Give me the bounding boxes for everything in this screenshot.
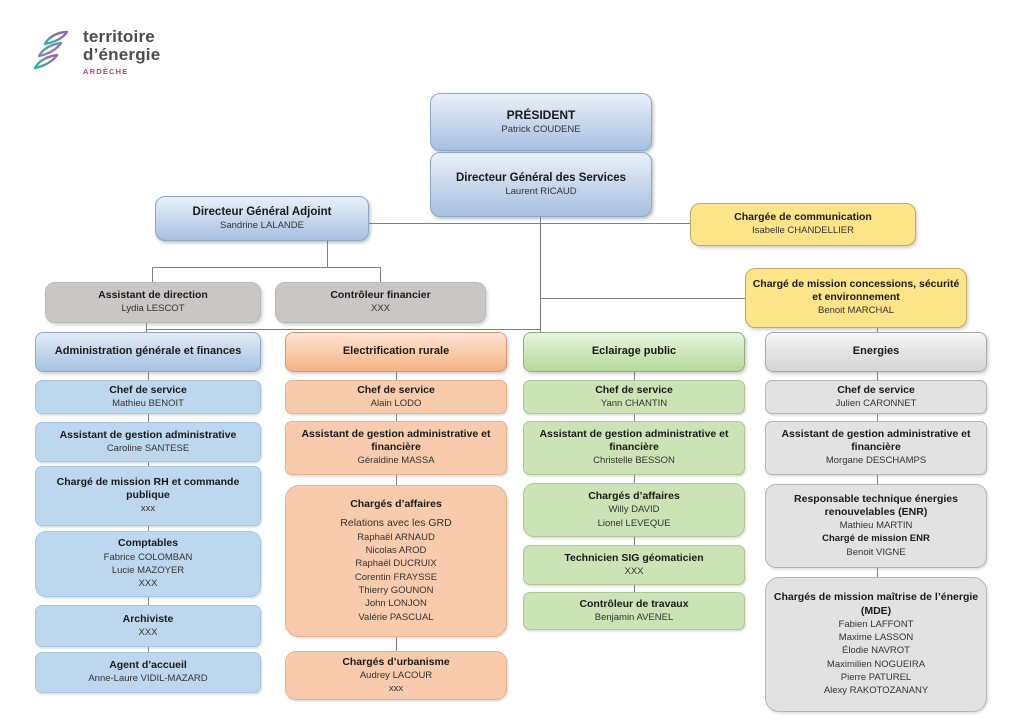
box-name: Maximilien NOGUEIRA [826,658,926,670]
connector-line [540,298,745,299]
box-title: Chargé de mission concessions, sécurité et environnement [752,278,960,304]
box-title: PRÉSIDENT [506,107,576,122]
connector-line [146,329,540,330]
box-title: Chargée de communication [734,211,872,224]
column-header-label: Energies [852,345,900,358]
box-name: Fabrice COLOMBAN [103,551,193,563]
box-name: Laurent RICAUD [505,186,577,198]
org-box-responsable-enr [765,484,987,568]
connector-line [634,585,635,592]
box-title: Chargés de mission maîtrise de l’énergie (MDE) [773,591,979,617]
box-name: Lydia LESCOT [121,303,185,315]
box-name: Morgane DESCHAMPS [825,455,927,467]
box-title: Assistant de gestion administrative et financière [301,428,491,454]
box-title: Chef de service [109,383,187,396]
org-box-assistant-gestion-electrification [285,421,507,475]
column-header-label: Electrification rurale [342,345,450,358]
column-header-eclairage [523,332,745,372]
connector-line [877,414,878,421]
connector-line [634,475,635,483]
box-name: Isabelle CHANDELLIER [752,225,854,237]
box-title: Directeur Général des Services [455,171,627,184]
box-name: Mathieu MARTIN [839,520,913,532]
connector-line [540,217,541,332]
brand-logo [33,28,160,76]
box-name: Yann CHANTIN [600,397,668,409]
box-title: Responsable technique énergies renouvelables (ENR) [794,492,958,519]
connector-line [327,240,328,268]
box-name: Élodie NAVROT [842,645,910,657]
box-name: XXX [138,578,158,590]
org-box-chef-service-energies [765,380,987,414]
brand-line2: d’énergie [83,44,161,64]
org-box-controleur-travaux [523,592,745,630]
org-box-chef-service-eclairage [523,380,745,414]
box-title: Contrôleur de travaux [579,597,689,610]
connector-line [877,475,878,484]
box-title: Contrôleur financier [330,289,431,302]
box-title: Comptables [117,537,179,550]
box-title: Assistant de gestion administrative et financière [539,428,729,454]
box-name: Lionel LEVEQUE [597,517,671,529]
box-title: Assistant de gestion administrative [59,428,237,441]
connector-line [634,414,635,421]
org-box-chef-service-electrification [285,380,507,414]
box-title: Chef de service [837,383,915,396]
box-name: Raphaël ARNAUD [357,531,435,543]
box-name: Nicolas AROD [365,545,427,557]
brand-line1: territoire [83,27,155,46]
box-name: Thierry GOUNON [358,585,434,597]
connector-line [396,414,397,421]
org-box-president [430,93,652,151]
column-header-label: Eclairage public [591,345,677,358]
box-name: Audrey LACOUR [359,669,433,681]
box-title: Technicien SIG géomaticien [564,551,704,564]
box-name: xxx [140,503,156,515]
org-box-assistant-gestion-admin [35,422,261,462]
box-title: Archiviste [122,612,174,625]
box-name: Alain LODO [370,397,422,409]
box-subrole: Chargé de mission ENR [822,533,930,545]
connector-line [148,414,149,422]
box-name: Mathieu BENOIT [112,397,184,409]
brand-region: ARDÈCHE [83,66,129,76]
box-title: Assistant de gestion administrative et financière [781,428,971,454]
connector-line [634,372,635,380]
org-box-charges-mission-mde [765,577,987,712]
box-name: Julien CARONNET [835,397,917,409]
box-title: Chargés d’urbanisme [342,655,450,668]
box-name: Anne-Laure VIDIL-MAZARD [88,673,208,685]
box-name: xxx [388,683,404,695]
org-box-chef-service-admin [35,380,261,414]
column-header-electrification [285,332,507,372]
box-title: Agent d’accueil [109,659,187,672]
box-name: Fabien LAFFONT [838,618,914,630]
box-title: Chef de service [595,383,673,396]
org-box-archiviste [35,605,261,647]
connector-line [152,267,153,282]
org-box-chargee-communication [690,203,916,246]
org-box-directeur-general-services [430,152,652,217]
org-box-assistant-gestion-energies [765,421,987,475]
box-title: Chargé de mission RH et commande publique [56,476,240,502]
connector-line [396,637,397,651]
column-header-label: Administration générale et finances [54,345,242,358]
column-header-energies [765,332,987,372]
box-title: Chargés d’affaires [588,490,680,503]
box-name: XXX [138,626,158,638]
org-box-comptables [35,531,261,597]
connector-line [152,267,380,268]
org-box-charges-urbanisme [285,651,507,700]
box-name: John LONJON [365,598,427,610]
org-box-directeur-general-adjoint [155,196,369,241]
org-box-agent-accueil [35,652,261,693]
column-header-administration [35,332,261,372]
box-name: Lucie MAZOYER [111,564,185,576]
box-name: Maxime LASSON [838,632,914,644]
box-name: Géraldine MASSA [357,455,435,467]
box-name: XXX [370,303,390,315]
connector-line [148,372,149,380]
box-title: Assistant de direction [98,289,208,302]
box-name: Caroline SANTESE [106,442,190,454]
box-name: Willy DAVID [608,504,660,516]
box-name: Benoit VIGNE [846,546,906,558]
connector-line [369,223,690,224]
connector-line [146,323,147,332]
connector-line [148,597,149,605]
box-name: XXX [624,565,644,577]
box-title: Chargés d’affaires [350,498,442,511]
org-box-charges-affaires-electrification [285,485,507,637]
org-box-charge-mission-concessions [745,268,967,328]
box-subtitle: Relations avec les GRD [340,517,452,530]
connector-line [396,475,397,485]
box-name: Benjamin AVENEL [594,611,674,623]
box-name: Alexy RAKOTOZANANY [823,685,929,697]
box-title: Chef de service [357,383,435,396]
box-name: Benoit MARCHAL [817,305,895,317]
connector-line [380,267,381,282]
territoire-energie-leaves-icon [33,28,75,72]
org-box-charges-affaires-eclairage [523,483,745,537]
box-name: Corentin FRAYSSE [354,571,438,583]
org-box-controleur-financier [275,282,486,323]
org-box-assistant-gestion-eclairage [523,421,745,475]
box-name: Sandrine LALANDE [220,220,304,232]
box-name: Christelle BESSON [593,455,675,467]
connector-line [396,372,397,380]
brand-text [83,28,160,76]
box-name: Pierre PATUREL [840,671,912,683]
connector-line [634,537,635,545]
connector-line [877,568,878,577]
box-name: Raphaël DUCRUIX [355,558,437,570]
org-box-technicien-sig [523,545,745,585]
box-name: Patrick COUDENE [501,123,581,135]
connector-line [877,372,878,380]
box-name: Valérie PASCUAL [358,611,434,623]
org-box-assistant-direction [45,282,261,323]
box-title: Directeur Général Adjoint [192,205,332,218]
org-box-charge-mission-rh [35,466,261,526]
